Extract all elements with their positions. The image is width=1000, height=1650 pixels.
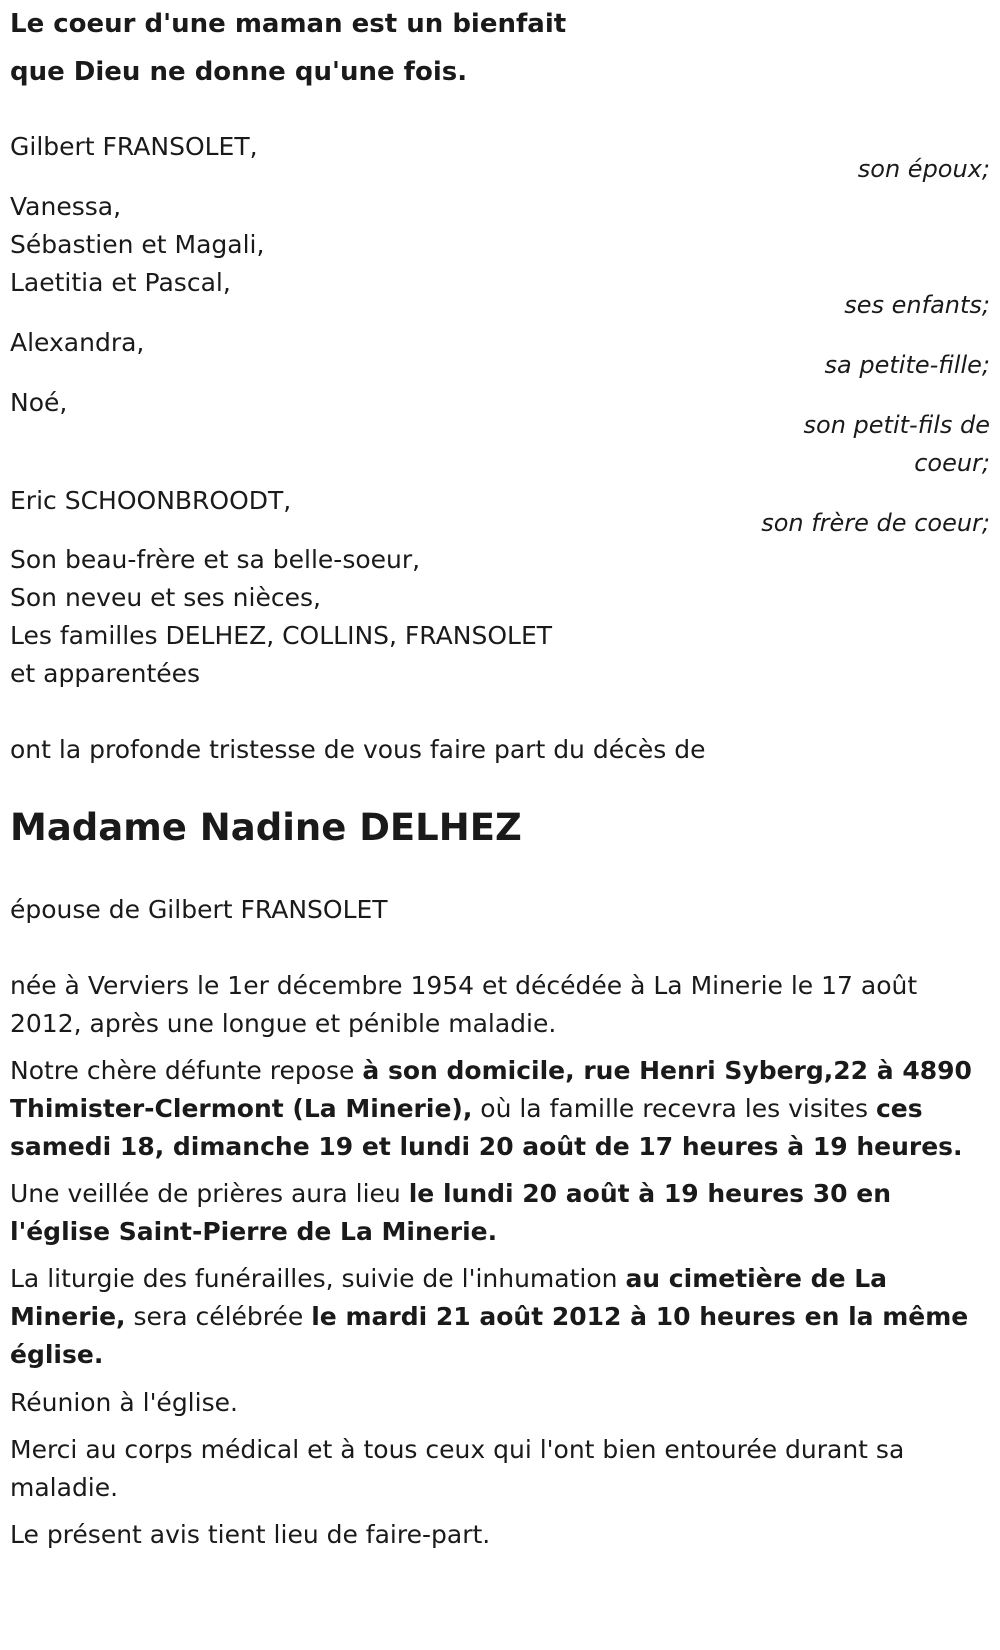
closing-paragraph	[10, 1516, 990, 1554]
relatives-line: Les familles DELHEZ, COLLINS, FRANSOLET	[10, 621, 553, 650]
vigil-paragraph	[10, 1175, 990, 1251]
quote-line-1: Le coeur d'une maman est un bienfait	[10, 9, 567, 39]
repose-text: Notre chère défunte repose	[10, 1056, 363, 1085]
funeral-text: La liturgie des funérailles, suivie de l'inhumation	[10, 1264, 626, 1293]
spouse-name: Gilbert FRANSOLET,	[10, 132, 258, 161]
funeral-paragraph	[10, 1260, 990, 1374]
granddaughter-role: sa petite-fille;	[824, 351, 990, 379]
funeral-date: le mardi 21 août 2012 à 10 heures en la même église.	[10, 1302, 969, 1369]
children-role: ses enfants;	[844, 291, 990, 319]
repose-paragraph	[10, 1052, 990, 1166]
relatives-line: Son beau-frère et sa belle-soeur,	[10, 545, 421, 574]
repose-address: à son domicile, rue Henri Syberg,22 à 4890 Thimister-Clermont (La Minerie),	[10, 1056, 972, 1123]
burial-place: au cimetière de La Minerie,	[10, 1264, 888, 1331]
visit-times: ces samedi 18, dimanche 19 et lundi 20 août de 17 heures à 19 heures.	[10, 1094, 963, 1161]
granddaughter-name: Alexandra,	[10, 328, 145, 357]
vigil-text: Une veillée de prières aura lieu	[10, 1179, 409, 1208]
child-name: Vanessa,	[10, 192, 122, 221]
child-name: Laetitia et Pascal,	[10, 268, 231, 297]
child-name: Sébastien et Magali,	[10, 230, 265, 259]
birth-death-paragraph	[10, 967, 990, 1043]
brother-name: Eric SCHOONBROODT,	[10, 486, 292, 515]
quote-line-2: que Dieu ne donne qu'une fois.	[10, 57, 468, 87]
relatives-line: et apparentées	[10, 659, 201, 688]
meeting-paragraph	[10, 1384, 990, 1422]
grandson-name: Noé,	[10, 388, 68, 417]
thanks-text: Merci au corps médical et à tous ceux qui l'ont bien entourée durant sa maladie.	[10, 1435, 905, 1502]
relatives-line: Son neveu et ses nièces,	[10, 583, 321, 612]
meeting-text: Réunion à l'église.	[10, 1388, 238, 1417]
birth-death-text: née à Verviers le 1er décembre 1954 et décédée à La Minerie le 17 août 2012, après une longue et pénible maladie.	[10, 971, 918, 1038]
thanks-paragraph	[10, 1431, 990, 1507]
spouse-role: son époux;	[857, 155, 990, 183]
grandson-role-line-2: coeur;	[914, 449, 990, 477]
repose-text: où la famille recevra les visites	[472, 1094, 876, 1123]
vigil-details: le lundi 20 août à 19 heures 30 en l'église Saint-Pierre de La Minerie.	[10, 1179, 892, 1246]
deceased-spouse-line: épouse de Gilbert FRANSOLET	[10, 895, 388, 924]
announcement: ont la profonde tristesse de vous faire part du décès de	[10, 735, 706, 764]
deceased-name: Madame Nadine DELHEZ	[10, 806, 522, 849]
grandson-role-line-1: son petit-fils de	[803, 411, 990, 439]
funeral-text: sera célébrée	[125, 1302, 312, 1331]
brother-role: son frère de coeur;	[761, 509, 990, 537]
closing-text: Le présent avis tient lieu de faire-part.	[10, 1520, 491, 1549]
